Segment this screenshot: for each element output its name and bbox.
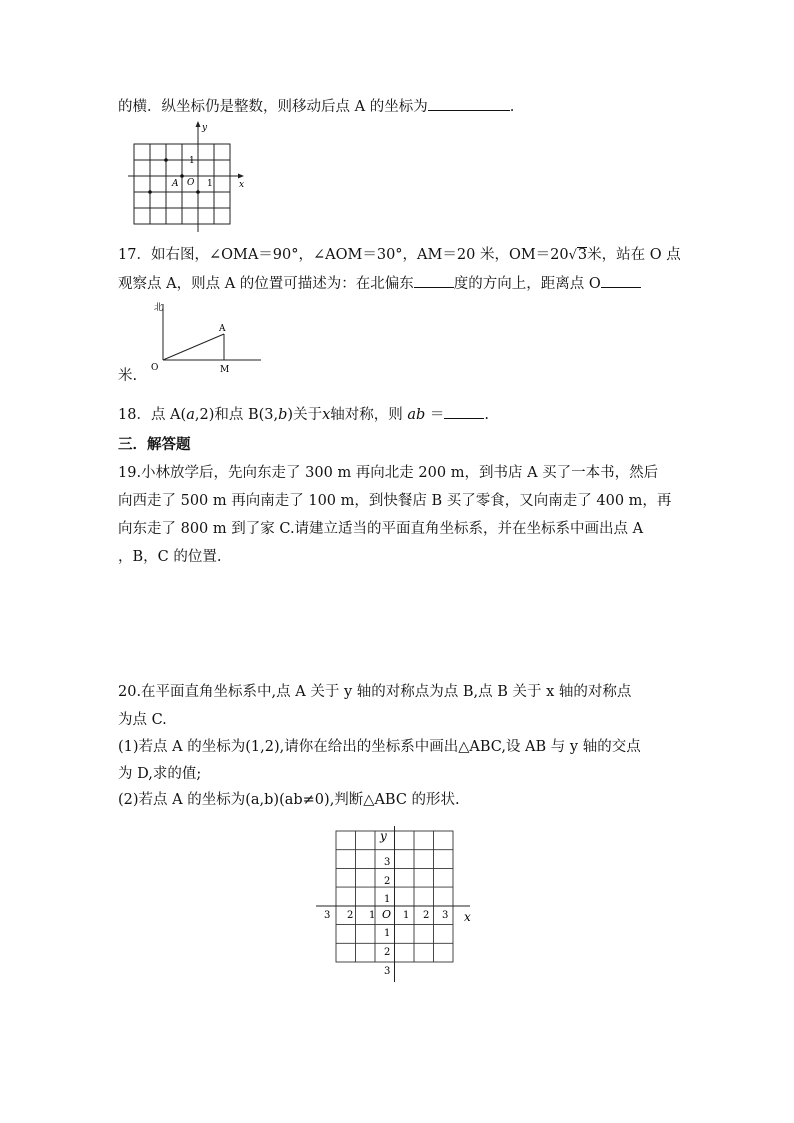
q19-line2: 向西走了 500 m 再向南走了 100 m，到快餐店 B 买了零食，又向南走了 400 m，再 xyxy=(118,493,672,509)
q20-line1: 20.在平面直角坐标系中,点 A 关于 y 轴的对称点为点 B,点 B 关于 x 轴的对称点 xyxy=(118,684,632,700)
tick-x-1: 1 xyxy=(207,179,213,189)
y-tick: 2 xyxy=(384,876,391,887)
origin-label: O xyxy=(382,908,392,921)
q17-figure xyxy=(145,298,265,374)
q17-distance-blank[interactable] xyxy=(601,273,641,288)
y-tick: 3 xyxy=(384,966,391,977)
q19-line3: 向东走了 800 m 到了家 C.请建立适当的平面直角坐标系，并在坐标系中画出点 A xyxy=(118,521,644,537)
north-label: 北 xyxy=(154,303,164,313)
point-A-label: A xyxy=(219,324,226,334)
q20-line4: 为 D,求的值; xyxy=(118,766,202,782)
q20-line5: (2)若点 A 的坐标为(a,b)(ab≠0),判断△ABC 的形状. xyxy=(118,792,460,808)
point-O-label: O xyxy=(151,363,159,373)
q18-text-5: ＝ xyxy=(429,407,445,423)
q19-line1: 19.小林放学后，先向东走了 300 m 再向北走 200 m，到书店 A 买了一本书，然后 xyxy=(118,465,659,481)
y-tick: 1 xyxy=(384,894,391,905)
q20-line2: 为点 C. xyxy=(118,712,167,728)
q17-text-3: 观察点 A，则点 A 的位置可描述为：在北偏东 xyxy=(118,276,414,292)
point-M-label: M xyxy=(220,365,230,374)
grid-point xyxy=(148,190,152,194)
q18-answer-blank[interactable] xyxy=(444,404,484,419)
q18-text-3: )关于 xyxy=(287,407,323,423)
grid-point xyxy=(164,158,168,162)
y-tick: 1 xyxy=(384,928,391,939)
q17-line3: 米. xyxy=(118,368,138,384)
q19-line4: ，B，C 的位置. xyxy=(118,549,222,565)
x-tick: 3 xyxy=(324,910,331,921)
grid-point xyxy=(196,190,200,194)
origin-label: O xyxy=(187,178,195,188)
q18-text-4: 轴对称，则 xyxy=(330,407,403,423)
x-tick: 2 xyxy=(347,910,354,921)
q17-text-2: 米，站在 O 点 xyxy=(587,247,681,263)
q20-coordinate-grid xyxy=(314,826,478,984)
q16-text: 的横．纵坐标仍是整数，则移动后点 A 的坐标为 xyxy=(118,99,428,115)
x-tick: 2 xyxy=(423,910,430,921)
x-axis-label: x xyxy=(239,180,245,190)
y-tick: 2 xyxy=(384,947,391,958)
q18-a: a xyxy=(186,407,195,423)
q16-period: . xyxy=(509,99,515,115)
q18-ab: ab xyxy=(407,407,426,423)
q16-answer-blank[interactable] xyxy=(428,96,510,111)
y-axis-label: y xyxy=(202,123,208,133)
y-axis-label: y xyxy=(380,829,387,843)
q16-grid-figure xyxy=(126,118,248,234)
q20-line3: (1)若点 A 的坐标为(1,2),请你在给出的坐标系中画出△ABC,设 AB 与 y 轴的交点 xyxy=(118,739,641,755)
q17-sqrt: 3 xyxy=(577,247,588,263)
q18-text-2: ,2)和点 B(3, xyxy=(194,407,279,423)
q17-line2 xyxy=(118,273,641,294)
x-tick: 3 xyxy=(442,910,449,921)
point-A xyxy=(180,174,184,178)
tick-y-1: 1 xyxy=(189,156,195,166)
q17-line1: 17．如右图，∠OMA＝90°，∠AOM＝30°，AM＝20 米，OM＝20√3米，站在 O 点 xyxy=(118,247,681,263)
q17-text-1: 17．如右图，∠OMA＝90°，∠AOM＝30°，AM＝20 米，OM＝20 xyxy=(118,247,569,263)
q18-line xyxy=(118,404,489,425)
x-tick: 1 xyxy=(369,910,376,921)
section-heading: 三．解答题 xyxy=(118,437,191,453)
q17-text-4: 度的方向上，距离点 O xyxy=(453,276,601,292)
x-tick: 1 xyxy=(403,910,410,921)
q17-angle-blank[interactable] xyxy=(414,273,454,288)
q18-x: x xyxy=(322,407,331,423)
q18-text-1: 18．点 A( xyxy=(118,407,187,423)
q16-line xyxy=(118,96,514,117)
label-A: A xyxy=(172,179,179,189)
x-axis-label: x xyxy=(464,910,471,924)
q18-period: . xyxy=(484,407,490,423)
q18-b: b xyxy=(278,407,288,423)
y-tick: 3 xyxy=(384,857,391,868)
